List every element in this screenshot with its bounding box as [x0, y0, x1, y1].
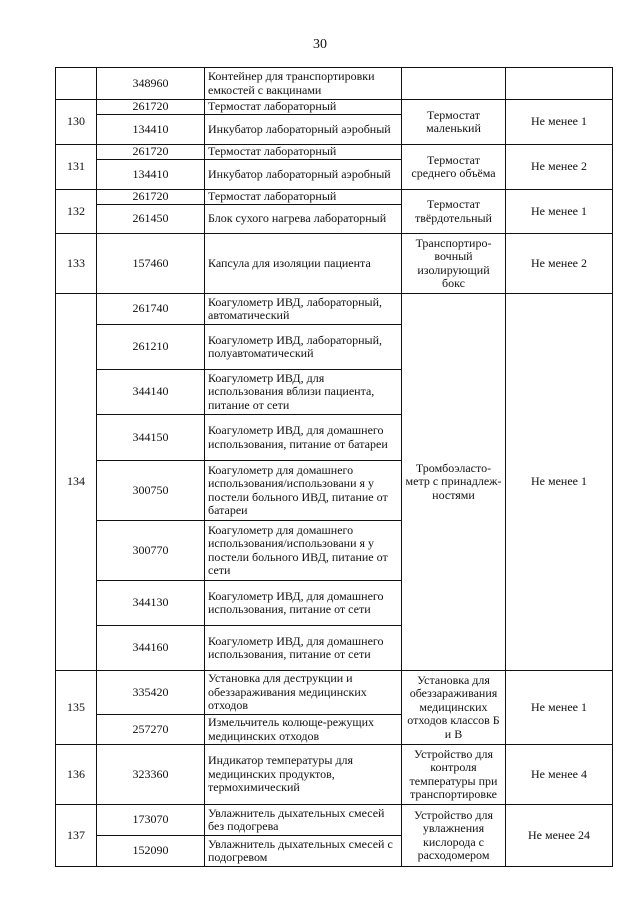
equipment-type-cell: Устройство для увлажнения кислорода с расходомером — [402, 805, 506, 867]
table-row — [56, 68, 613, 100]
table-row — [56, 805, 613, 836]
code-cell: 344140 — [97, 370, 205, 415]
table-row — [56, 294, 613, 325]
item-name-cell: Коагулометр ИВД, для домашнего использования, питание от сети — [205, 581, 402, 626]
quantity-cell: Не менее 4 — [506, 745, 613, 805]
quantity-cell: Не менее 1 — [506, 671, 613, 745]
item-name-cell: Коагулометр ИВД, для использования вблизи пациента, питание от сети — [205, 370, 402, 415]
quantity-cell: Не менее 2 — [506, 145, 613, 190]
quantity-cell: Не менее 1 — [506, 294, 613, 671]
equipment-type-cell: Тромбоэласто-метр с принадлеж-ностями — [402, 294, 506, 671]
item-name-cell: Коагулометр ИВД, для домашнего использования, питание от батареи — [205, 415, 402, 461]
quantity-cell — [506, 68, 613, 100]
code-cell: 344150 — [97, 415, 205, 461]
equipment-type-cell: Термостат среднего объёма — [402, 145, 506, 190]
table-row — [56, 190, 613, 205]
code-cell: 173070 — [97, 805, 205, 836]
quantity-cell: Не менее 24 — [506, 805, 613, 867]
code-cell: 261720 — [97, 100, 205, 115]
row-number-cell: 132 — [56, 190, 97, 234]
code-cell: 257270 — [97, 715, 205, 745]
table-row — [56, 145, 613, 160]
code-cell: 300770 — [97, 521, 205, 581]
quantity-cell: Не менее 1 — [506, 100, 613, 145]
code-cell: 344160 — [97, 626, 205, 671]
item-name-cell: Термостат лабораторный — [205, 100, 402, 115]
item-name-cell: Блок сухого нагрева лабораторный — [205, 205, 402, 234]
table-row — [56, 100, 613, 115]
table-row — [56, 745, 613, 805]
equipment-type-cell: Термостат твёрдотельный — [402, 190, 506, 234]
item-name-cell: Коагулометр ИВД, лабораторный, автоматический — [205, 294, 402, 325]
item-name-cell: Капсула для изоляции пациента — [205, 234, 402, 294]
item-name-cell: Установка для деструкции и обеззараживания медицинских отходов — [205, 671, 402, 715]
equipment-type-cell: Установка для обеззараживания медицинских отходов классов Б и В — [402, 671, 506, 745]
code-cell: 157460 — [97, 234, 205, 294]
table-row — [56, 234, 613, 294]
item-name-cell: Коагулометр для домашнего использования/использовани я у постели больного ИВД, питание от батареи — [205, 461, 402, 521]
code-cell: 261740 — [97, 294, 205, 325]
item-name-cell: Термостат лабораторный — [205, 190, 402, 205]
code-cell: 348960 — [97, 68, 205, 100]
equipment-type-cell — [402, 68, 506, 100]
table-row — [56, 671, 613, 715]
code-cell: 134410 — [97, 115, 205, 145]
page-number: 30 — [313, 37, 327, 52]
item-name-cell: Инкубатор лабораторный аэробный — [205, 115, 402, 145]
row-number-cell: 135 — [56, 671, 97, 745]
equipment-type-cell: Транспортиро-вочный изолирующий бокс — [402, 234, 506, 294]
code-cell: 344130 — [97, 581, 205, 626]
row-number-cell: 133 — [56, 234, 97, 294]
code-cell: 261210 — [97, 325, 205, 370]
code-cell: 261720 — [97, 190, 205, 205]
row-number-cell: 130 — [56, 100, 97, 145]
item-name-cell: Термостат лабораторный — [205, 145, 402, 160]
code-cell: 134410 — [97, 160, 205, 190]
code-cell: 152090 — [97, 836, 205, 867]
equipment-type-cell: Термостат маленький — [402, 100, 506, 145]
item-name-cell: Контейнер для транспортировки емкостей с вакцинами — [205, 68, 402, 100]
code-cell: 261450 — [97, 205, 205, 234]
item-name-cell: Коагулометр ИВД, лабораторный, полуавтоматический — [205, 325, 402, 370]
row-number-cell — [56, 68, 97, 100]
code-cell: 300750 — [97, 461, 205, 521]
item-name-cell: Коагулометр для домашнего использования/использовани я у постели больного ИВД, питание от сети — [205, 521, 402, 581]
equipment-type-cell: Устройство для контроля температуры при транспортировке — [402, 745, 506, 805]
equipment-table — [55, 67, 613, 867]
item-name-cell: Инкубатор лабораторный аэробный — [205, 160, 402, 190]
item-name-cell: Увлажнитель дыхательных смесей с подогревом — [205, 836, 402, 867]
item-name-cell: Индикатор температуры для медицинских продуктов, термохимический — [205, 745, 402, 805]
code-cell: 323360 — [97, 745, 205, 805]
row-number-cell: 136 — [56, 745, 97, 805]
item-name-cell: Измельчитель колюще-режущих медицинских отходов — [205, 715, 402, 745]
row-number-cell: 134 — [56, 294, 97, 671]
quantity-cell: Не менее 2 — [506, 234, 613, 294]
item-name-cell: Увлажнитель дыхательных смесей без подогрева — [205, 805, 402, 836]
item-name-cell: Коагулометр ИВД, для домашнего использования, питание от сети — [205, 626, 402, 671]
code-cell: 335420 — [97, 671, 205, 715]
code-cell: 261720 — [97, 145, 205, 160]
row-number-cell: 137 — [56, 805, 97, 867]
quantity-cell: Не менее 1 — [506, 190, 613, 234]
row-number-cell: 131 — [56, 145, 97, 190]
